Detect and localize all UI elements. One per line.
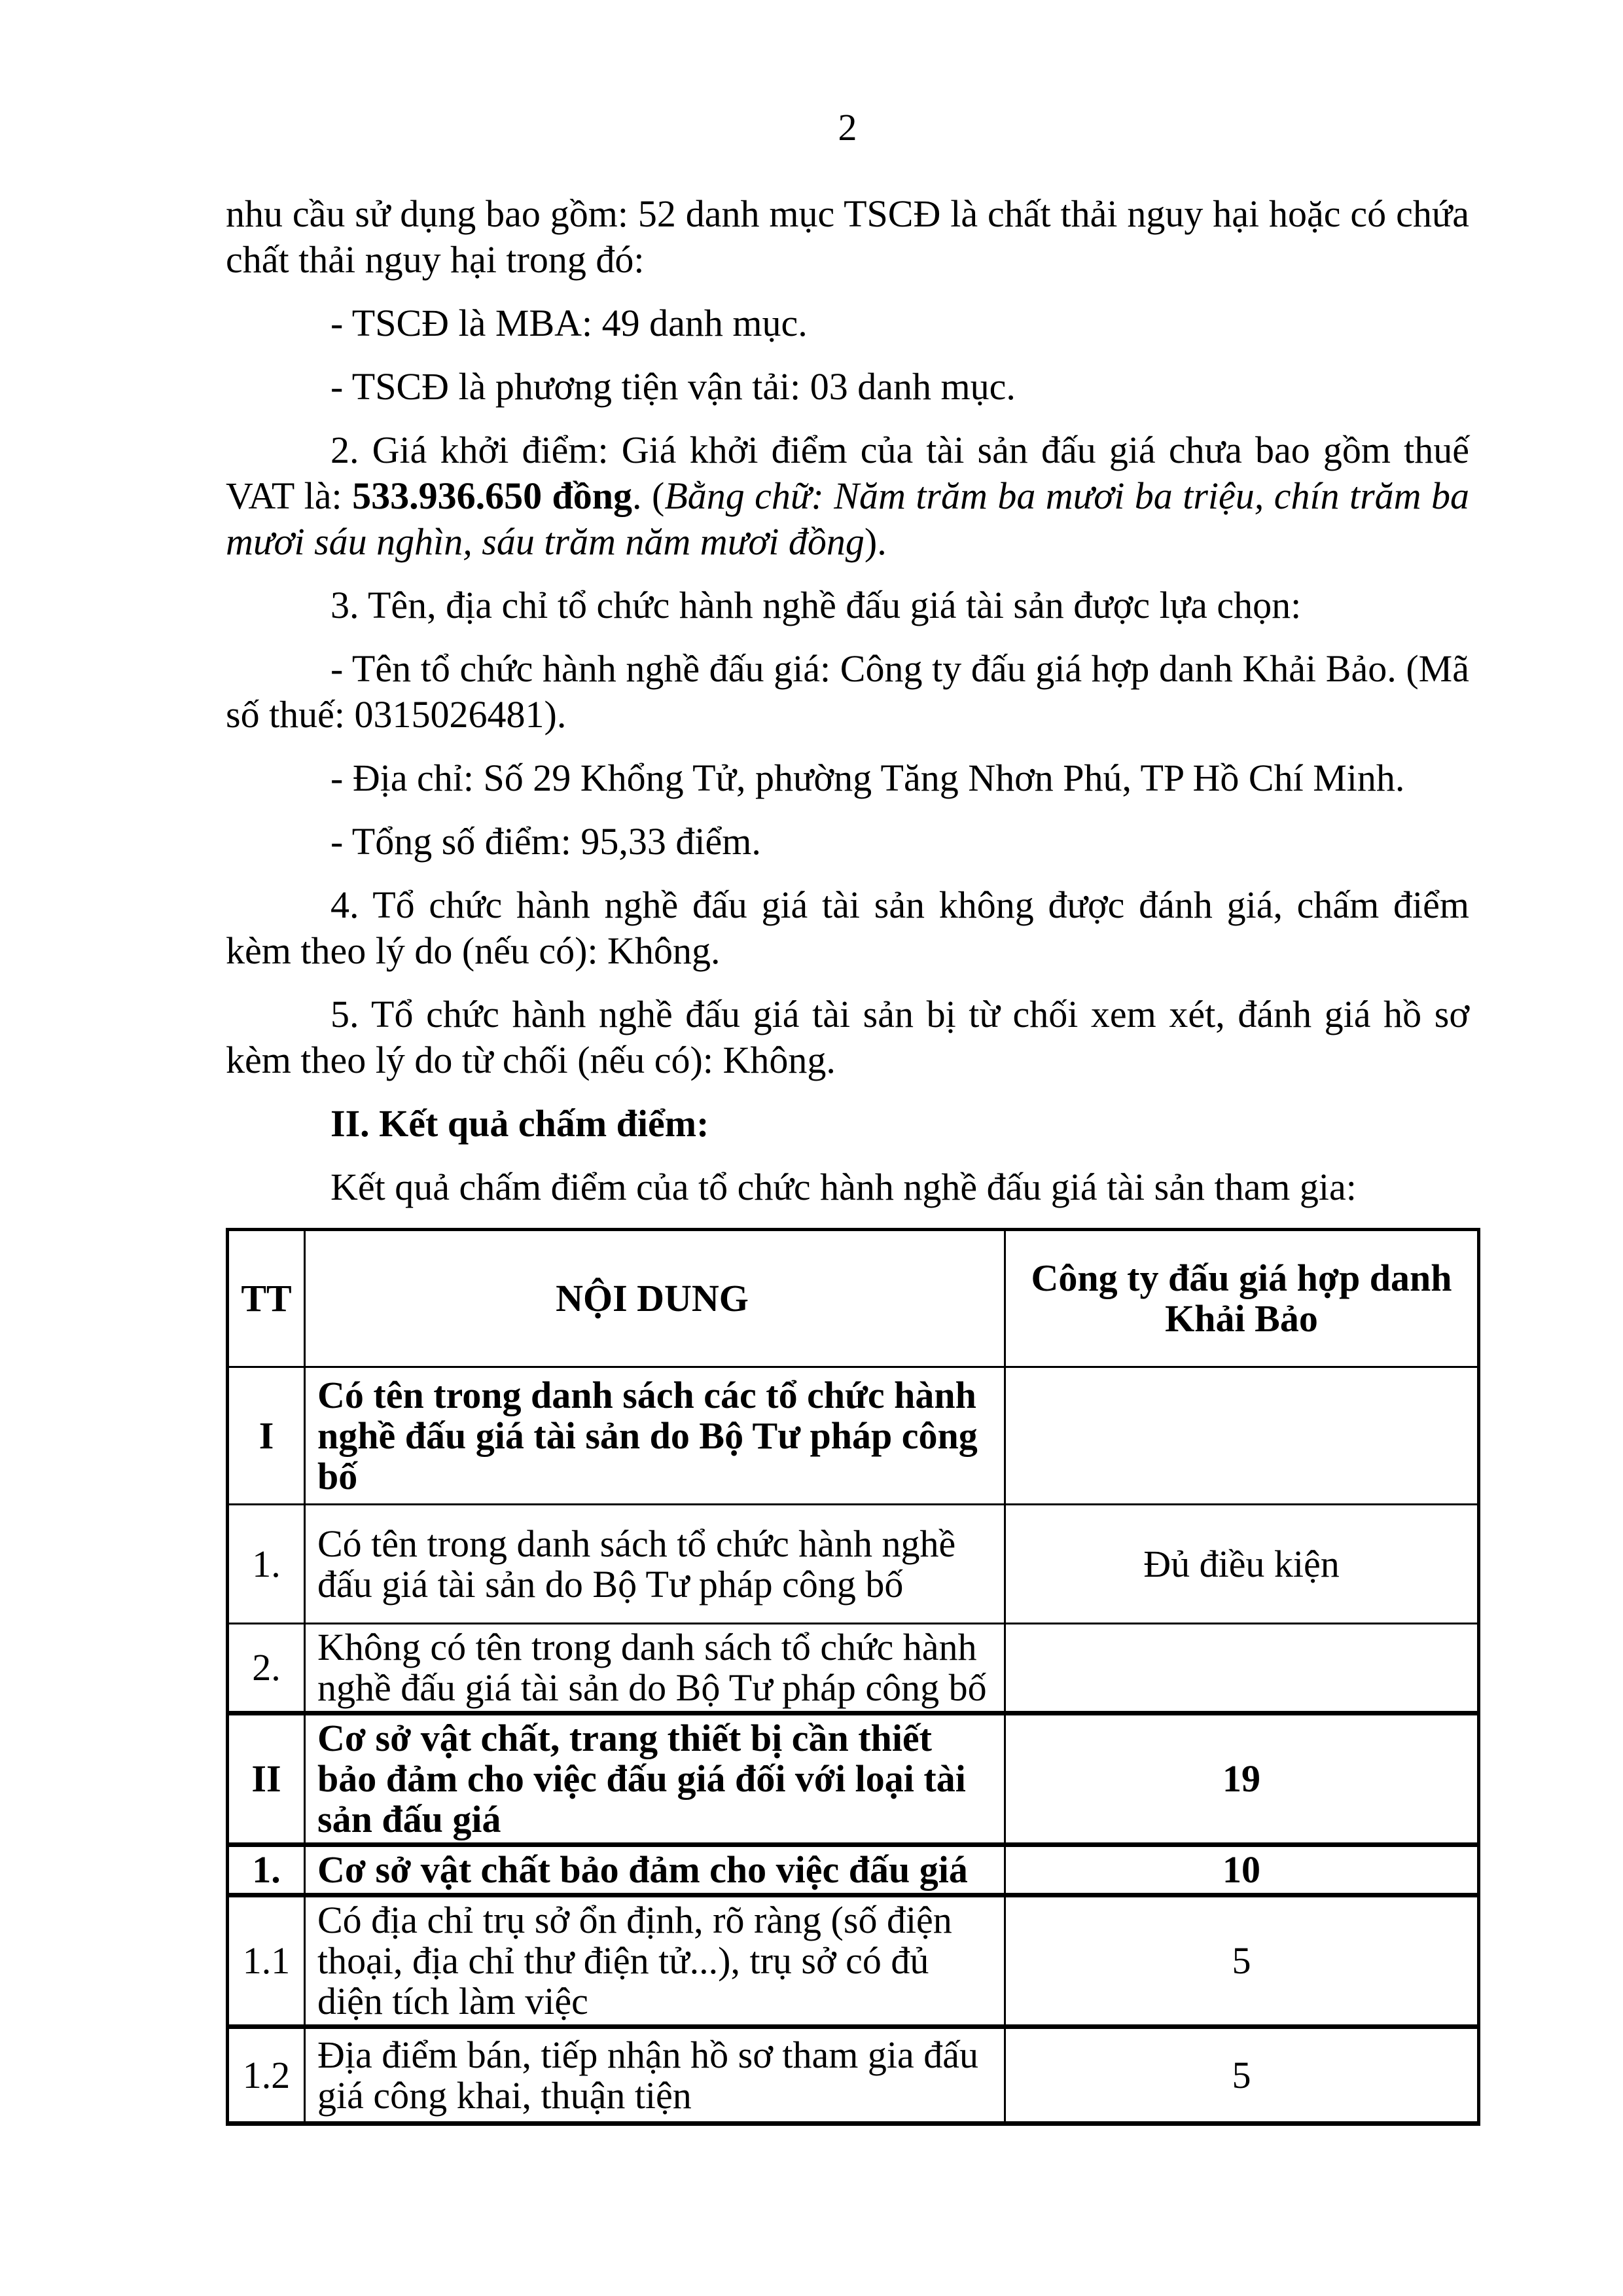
row-value-cell: 19 xyxy=(1005,1713,1479,1845)
table-row-I xyxy=(228,1367,1479,1505)
starting-price-value: 533.936.650 đồng xyxy=(352,475,633,517)
row-index-cell: 1.1 xyxy=(228,1895,305,2027)
paragraph-tscd-mba: - TSCĐ là MBA: 49 danh mục. xyxy=(330,302,808,344)
row-value-cell: 5 xyxy=(1005,1895,1479,2027)
table-row-1-2 xyxy=(228,2027,1479,2124)
row-index-cell: I xyxy=(228,1367,305,1505)
row-index-cell: 2. xyxy=(228,1624,305,1713)
table-row-2 xyxy=(228,1624,1479,1713)
row-content-cell: Địa điểm bán, tiếp nhận hồ sơ tham gia đấu giá công khai, thuận tiện xyxy=(305,2027,1005,2124)
row-content-cell: Cơ sở vật chất bảo đảm cho việc đấu giá xyxy=(305,1845,1005,1895)
page-number: 2 xyxy=(838,106,857,149)
paragraph-ten-to-chuc: - Tên tổ chức hành nghề đấu giá: Công ty đấu giá hợp danh Khải Bảo. (Mã số thuế: 0315026481). xyxy=(226,647,1469,736)
table-row-II-1 xyxy=(228,1845,1479,1895)
header-cell-company: Công ty đấu giá hợp danh Khải Bảo xyxy=(1005,1230,1479,1367)
row-value-cell xyxy=(1005,1367,1479,1505)
row-index-cell: II xyxy=(228,1713,305,1845)
header-cell-tt: TT xyxy=(228,1230,305,1367)
text-segment: 2. Giá khởi điểm: Giá khởi điểm của tài sản đấu giá chưa bao gồm thuế VAT là: xyxy=(226,429,1469,517)
table-row-1 xyxy=(228,1505,1479,1624)
row-content-cell: Cơ sở vật chất, trang thiết bị cần thiết bảo đảm cho việc đấu giá đối với loại tài sản đấu giá xyxy=(305,1713,1005,1845)
table-row-II xyxy=(228,1713,1479,1845)
row-index-cell: 1. xyxy=(228,1505,305,1624)
row-value-cell: 5 xyxy=(1005,2027,1479,2124)
row-content-cell: Có tên trong danh sách các tổ chức hành nghề đấu giá tài sản do Bộ Tư pháp công bố xyxy=(305,1367,1005,1505)
paragraph-gia-khoi-diem xyxy=(226,427,1469,565)
row-content-cell: Có địa chỉ trụ sở ổn định, rõ ràng (số điện thoại, địa chỉ thư điện tử...), trụ sở có đủ diện tích làm việc xyxy=(305,1895,1005,2027)
header-cell-noi-dung: NỘI DUNG xyxy=(305,1230,1005,1367)
scoring-table xyxy=(226,1228,1480,2126)
row-content-cell: Không có tên trong danh sách tổ chức hành nghề đấu giá tài sản do Bộ Tư pháp công bố xyxy=(305,1624,1005,1713)
row-value-cell: 10 xyxy=(1005,1845,1479,1895)
paragraph-ket-qua-intro: Kết quả chấm điểm của tổ chức hành nghề đấu giá tài sản tham gia: xyxy=(330,1166,1357,1208)
row-index-cell: 1.2 xyxy=(228,2027,305,2124)
table-row-1-1 xyxy=(228,1895,1479,2027)
section-heading-ket-qua: II. Kết quả chấm điểm: xyxy=(330,1102,709,1145)
paragraph-tscd-van-tai: - TSCĐ là phương tiện vận tải: 03 danh mục. xyxy=(330,365,1016,408)
paragraph-intro: nhu cầu sử dụng bao gồm: 52 danh mục TSCĐ là chất thải nguy hại hoặc có chứa chất thải nguy hại trong đó: xyxy=(226,192,1469,281)
paragraph-dia-chi: - Địa chỉ: Số 29 Khổng Tử, phường Tăng Nhơn Phú, TP Hồ Chí Minh. xyxy=(330,757,1405,799)
row-content-cell: Có tên trong danh sách tổ chức hành nghề đấu giá tài sản do Bộ Tư pháp công bố xyxy=(305,1505,1005,1624)
paragraph-khong-duoc-danh-gia: 4. Tổ chức hành nghề đấu giá tài sản không được đánh giá, chấm điểm kèm theo lý do (nếu có): Không. xyxy=(226,884,1469,972)
text-segment: . ( xyxy=(632,475,665,517)
table-header-row xyxy=(228,1230,1479,1367)
amount-in-words: Bằng chữ: Năm trăm ba mươi ba triệu, chín trăm ba mươi sáu nghìn, sáu trăm năm mươi đồng xyxy=(226,475,1469,563)
paragraph-tong-so-diem: - Tổng số điểm: 95,33 điểm. xyxy=(330,820,761,863)
row-value-cell xyxy=(1005,1624,1479,1713)
row-value-cell: Đủ điều kiện xyxy=(1005,1505,1479,1624)
paragraph-bi-tu-choi: 5. Tổ chức hành nghề đấu giá tài sản bị từ chối xem xét, đánh giá hồ sơ kèm theo lý do từ chối (nếu có): Không. xyxy=(226,993,1469,1081)
paragraph-ten-dia-chi-heading: 3. Tên, địa chỉ tổ chức hành nghề đấu giá tài sản được lựa chọn: xyxy=(330,584,1302,626)
text-segment: ). xyxy=(864,520,887,563)
row-index-cell: 1. xyxy=(228,1845,305,1895)
